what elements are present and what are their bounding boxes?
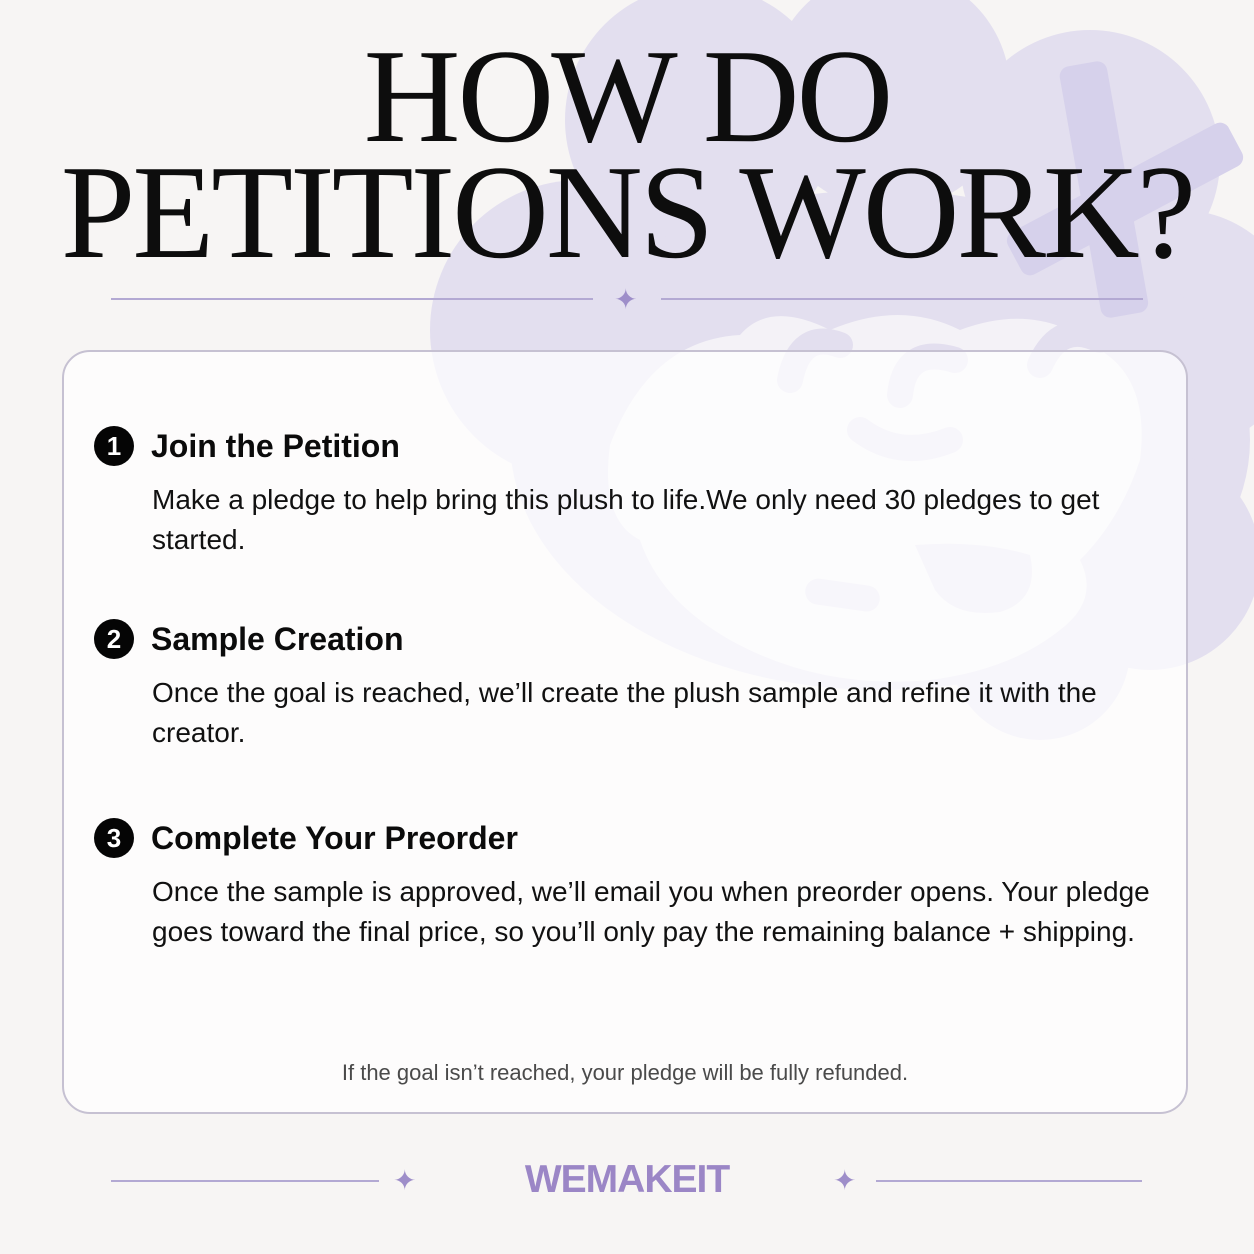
step-description: Once the sample is approved, we’ll email you when preorder opens. Your pledge goes toward the final price, so you’ll only pay the remaining balance + shipping. — [152, 876, 1150, 947]
step-number-badge: 1 — [94, 426, 134, 466]
footer-divider-right — [876, 1180, 1142, 1182]
step-number-badge: 2 — [94, 619, 134, 659]
refund-note: If the goal isn’t reached, your pledge will be fully refunded. — [341, 1060, 909, 1085]
step-description: Once the goal is reached, we’ll create the plush sample and refine it with the creator. — [152, 677, 1097, 748]
step-title: Sample Creation — [151, 621, 404, 657]
sparkle-icon: ✦ — [393, 1165, 417, 1196]
step-title: Join the Petition — [151, 428, 400, 464]
step-description: Make a pledge to help bring this plush to life.We only need 30 pledges to get started. — [152, 484, 1100, 555]
title-divider-left — [111, 298, 593, 300]
sparkle-icon: ✦ — [833, 1165, 857, 1196]
step-title: Complete Your Preorder — [151, 820, 518, 856]
page-title — [0, 22, 1254, 286]
sparkle-icon: ✦ — [614, 284, 638, 315]
title-line-1: HOW DO — [363, 22, 891, 170]
title-line-2: PETITIONS WORK? — [60, 138, 1194, 286]
title-divider-right — [661, 298, 1143, 300]
steps-card — [62, 350, 1188, 1114]
step-number-badge: 3 — [94, 818, 134, 858]
brand-logo: WEMAKEIT — [524, 1158, 730, 1201]
